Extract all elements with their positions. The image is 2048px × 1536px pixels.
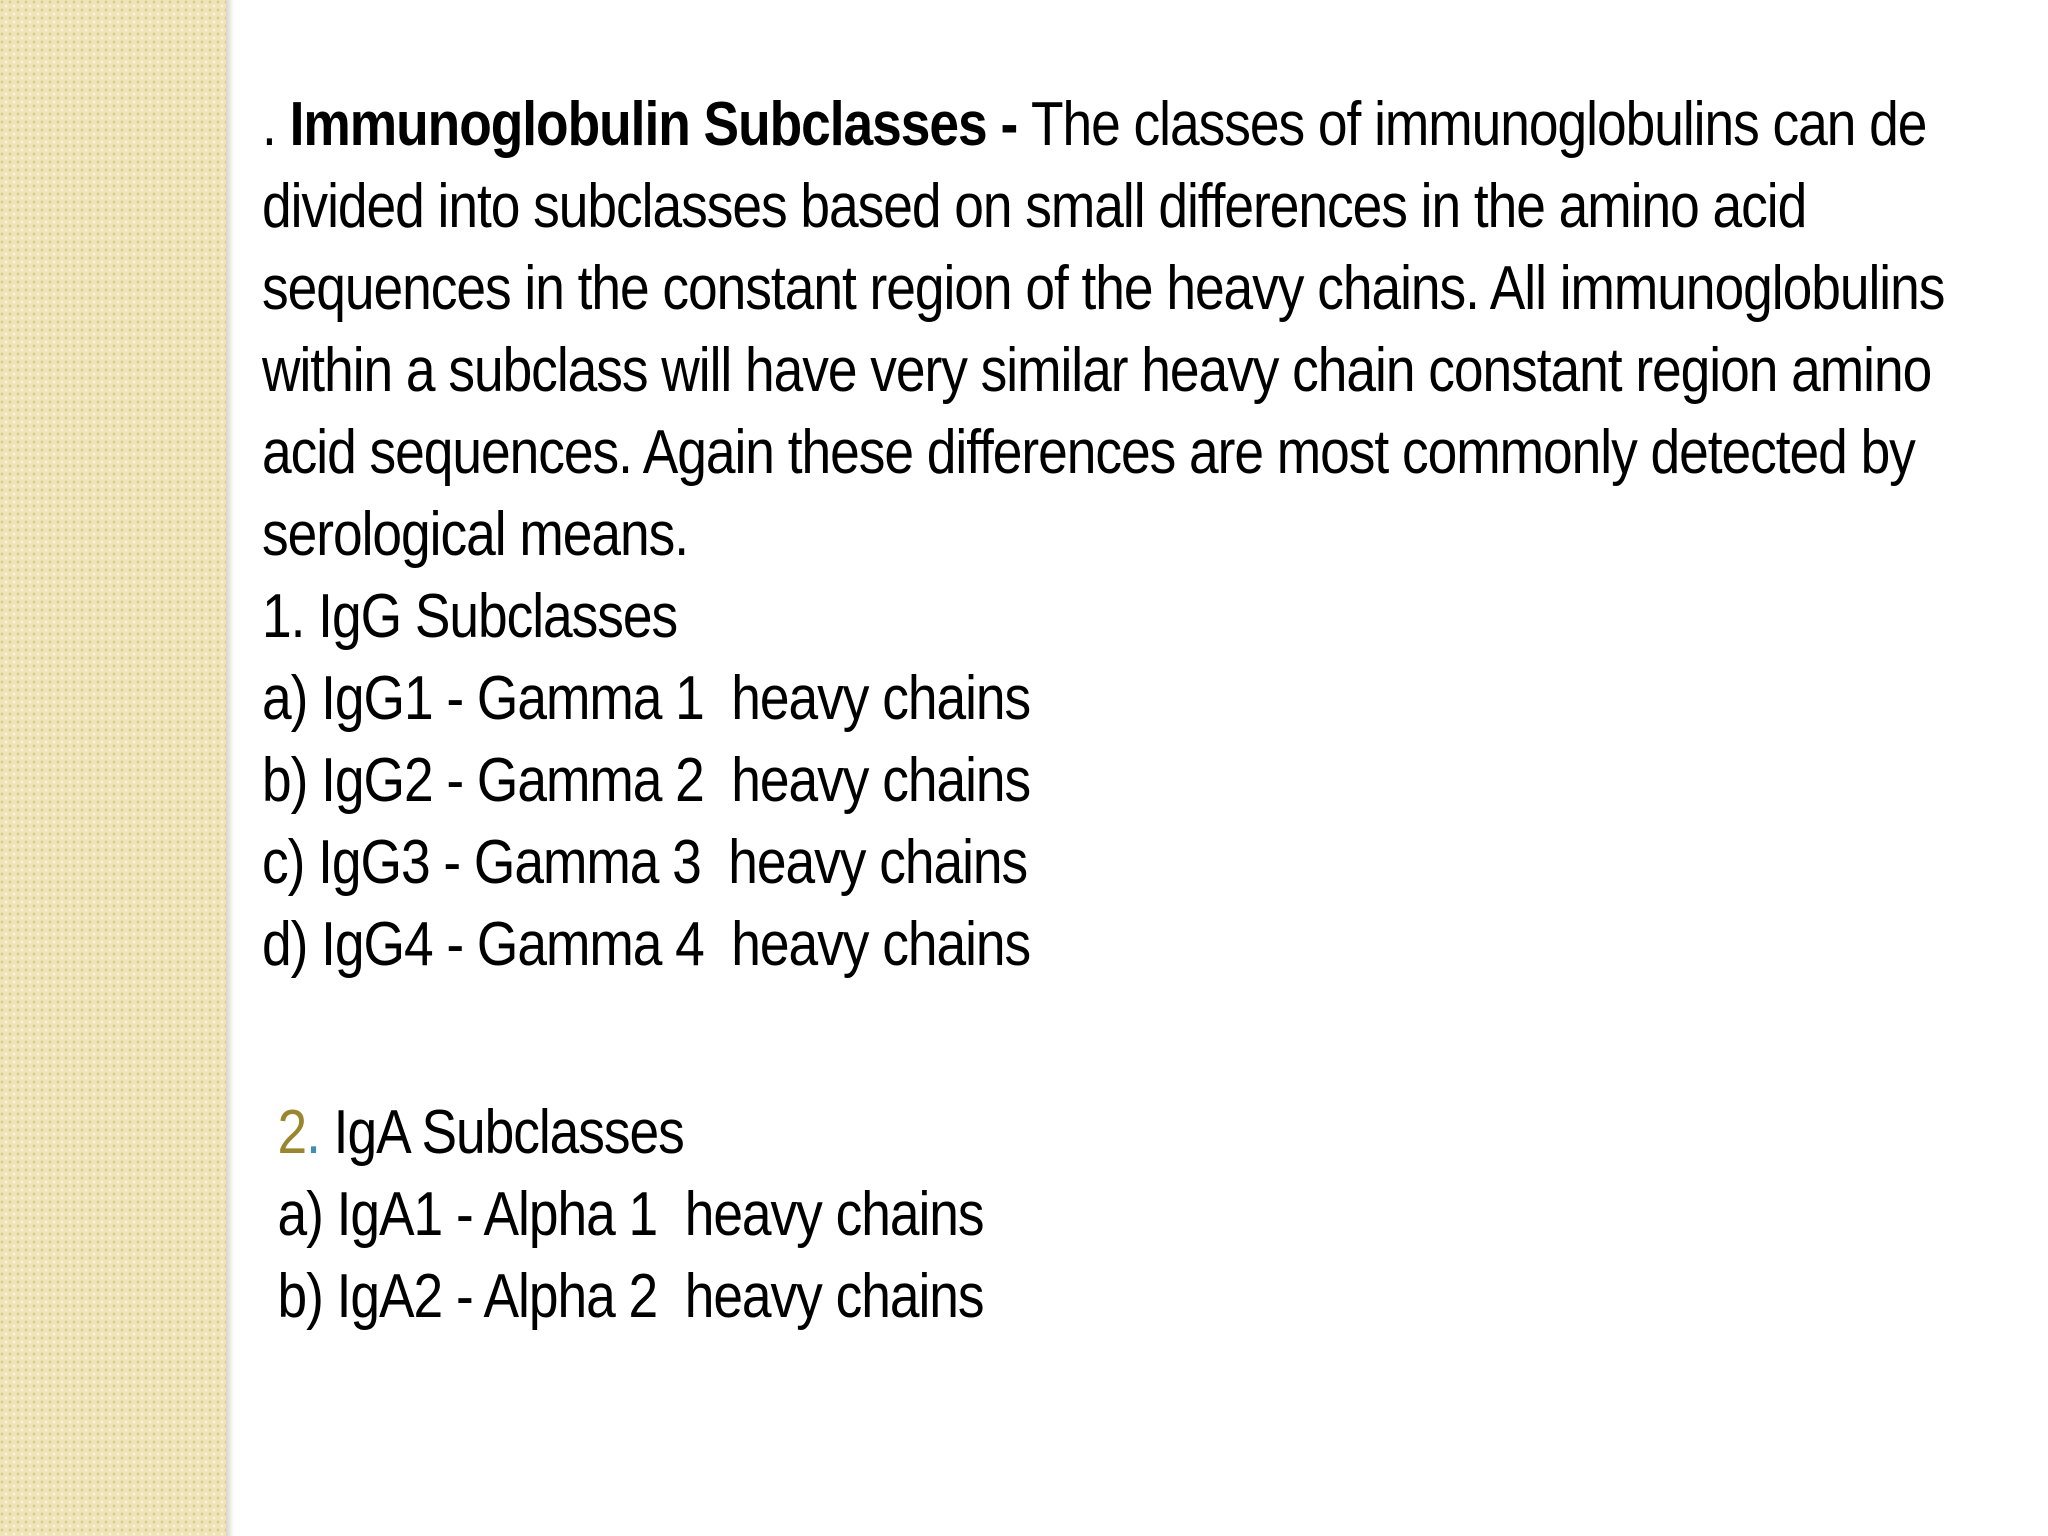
intro-body: The classes of immunoglobulins can de divided into subclasses based on small differences in the amino acid sequences in the constant region of the heavy chains. All immunoglobulins within a subclass will have very similar heavy chain constant region amino acid sequences. Again these differences are most commonly detected by serological means. (262, 90, 1945, 569)
slide-content (262, 84, 1945, 1338)
iga-title-line (277, 1092, 1775, 1174)
igg-item: c) IgG3 - Gamma 3 heavy chains (262, 828, 1028, 897)
section-gap (262, 986, 1776, 1092)
iga-section (277, 1092, 1775, 1338)
decorative-side-band (0, 0, 226, 1536)
iga-item: a) IgA1 - Alpha 1 heavy chains (277, 1180, 984, 1249)
intro-heading: Immunoglobulin Subclasses (289, 90, 987, 159)
intro-separator: - (986, 90, 1031, 159)
iga-number-dot: . (306, 1098, 320, 1167)
igg-item: b) IgG2 - Gamma 2 heavy chains (262, 746, 1031, 815)
iga-number: 2 (277, 1098, 307, 1167)
iga-item: b) IgA2 - Alpha 2 heavy chains (277, 1262, 984, 1331)
igg-title: 1. IgG Subclasses (262, 582, 678, 651)
igg-item: a) IgG1 - Gamma 1 heavy chains (262, 664, 1031, 733)
igg-item: d) IgG4 - Gamma 4 heavy chains (262, 910, 1031, 979)
side-band-shadow (226, 0, 234, 1536)
iga-title: IgA Subclasses (319, 1098, 684, 1167)
intro-prefix: . (262, 90, 290, 159)
intro-paragraph (262, 84, 2008, 576)
